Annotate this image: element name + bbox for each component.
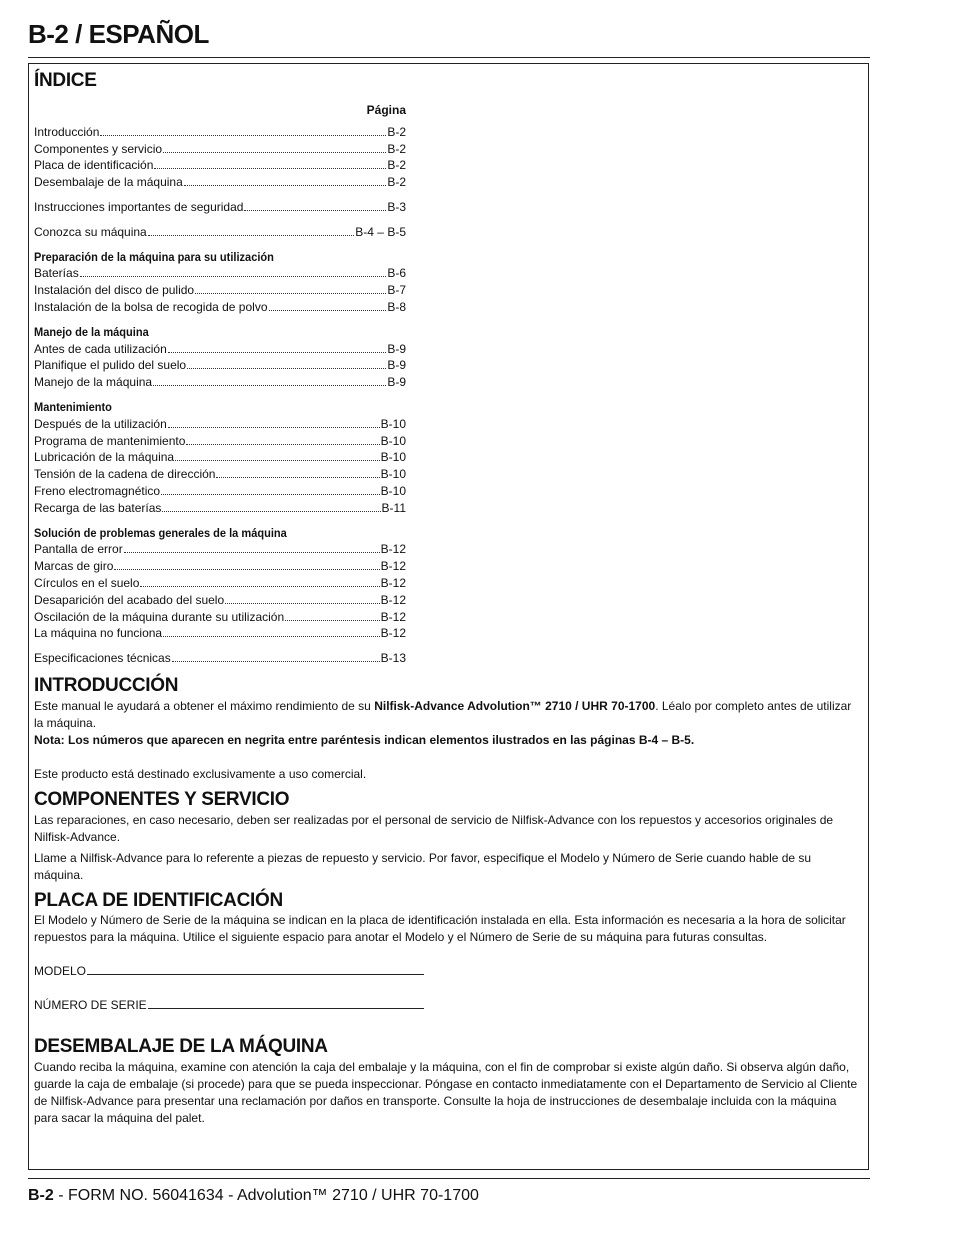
intro-paragraph <box>34 698 860 732</box>
toc-entry-page: B-3 <box>387 199 406 214</box>
components-paragraph-1: Las reparaciones, en caso necesario, deben ser realizadas por el personal de servicio de Nilfisk-Advance con los repuestos y accesorios originales de Nilfisk-Advance. <box>34 812 834 844</box>
intro-product-name: Nilfisk-Advance Advolution™ 2710 / UHR 70-1700 <box>374 698 656 713</box>
toc-entry[interactable] <box>34 174 406 191</box>
toc-group-title: Solución de problemas generales de la máquina <box>34 525 287 540</box>
model-field <box>34 963 424 980</box>
unpacking-paragraph: Cuando reciba la máquina, examine con atención la caja del embalaje y la máquina, con el fin de comprobar si existe algún daño. Si observa algún daño, guarde la caja de embalaje (si procede) para que se pueda inspeccionar. Póngase en contacto inmediatamente con el Departamento de Servicio al Cliente de Nilfisk-Advance para presentar una reclamación por daños en transporte. Consulte la hoja de instrucciones de desembalaje incluida con la máquina para sacar la máquina del palet. <box>34 1060 858 1126</box>
toc-entry-page: B-2 <box>387 175 406 190</box>
intro-heading: INTRODUCCIÓN <box>34 674 179 696</box>
toc-page-column-label: Página <box>366 102 406 117</box>
toc-entry-label: La máquina no funciona <box>34 626 163 641</box>
toc-entry-page: B-11 <box>381 500 406 515</box>
toc-dot-leader <box>187 368 386 369</box>
toc-entry-page: B-6 <box>387 266 406 281</box>
toc-entry-label: Desaparición del acabado del suelo <box>34 592 225 607</box>
toc-entry-page: B-2 <box>387 141 406 156</box>
toc-entry-label: Recarga de las baterías <box>34 500 162 515</box>
toc-entry[interactable] <box>34 650 406 667</box>
unpacking-heading: DESEMBALAJE DE LA MÁQUINA <box>34 1036 328 1058</box>
toc-dot-leader <box>148 235 355 236</box>
page-title: B-2 / ESPAÑOL <box>28 19 209 49</box>
toc-dot-leader <box>168 427 380 428</box>
toc-group <box>34 199 406 216</box>
toc-dot-leader <box>140 586 379 587</box>
toc-dot-leader <box>163 636 380 637</box>
toc-entry[interactable] <box>34 224 406 241</box>
toc-entry[interactable] <box>34 141 406 158</box>
toc-entry-page: B-10 <box>380 416 406 431</box>
toc-dot-leader <box>285 620 379 621</box>
page-footer <box>28 1187 479 1205</box>
toc-entry[interactable] <box>34 199 406 216</box>
toc-entry-label: Instalación del disco de pulido <box>34 283 195 298</box>
toc-entry-label: Conozca su máquina <box>34 224 147 239</box>
toc-entry-label: Círculos en el suelo <box>34 575 140 590</box>
toc-dot-leader <box>269 310 387 311</box>
serial-field <box>34 997 424 1014</box>
toc-dot-leader <box>184 185 387 186</box>
toc-entry[interactable] <box>34 341 406 358</box>
toc-entry-label: Freno electromagnético <box>34 483 161 498</box>
toc-dot-leader <box>186 444 379 445</box>
toc-dot-leader <box>114 569 379 570</box>
toc-entry-label: Manejo de la máquina <box>34 375 153 390</box>
toc-entry-label: Placa de identificación <box>34 158 154 173</box>
toc-dot-leader <box>162 511 380 512</box>
toc-entry-label: Programa de mantenimiento <box>34 433 186 448</box>
toc-entry-label: Baterías <box>34 266 79 281</box>
toc-entry-page: B-10 <box>380 450 406 465</box>
toc-entry-label: Después de la utilización <box>34 416 167 431</box>
toc-entry-page: B-12 <box>380 575 406 590</box>
toc-entry[interactable] <box>34 483 406 500</box>
toc-group <box>34 124 406 191</box>
toc-dot-leader <box>100 135 386 136</box>
toc-entry[interactable] <box>34 609 406 626</box>
toc-entry-page: B-12 <box>380 559 406 574</box>
toc-entry-page: B-12 <box>380 542 406 557</box>
toc-entry-page: B-2 <box>387 158 406 173</box>
toc-entry-label: Lubricación de la máquina <box>34 450 175 465</box>
toc-dot-leader <box>244 210 386 211</box>
serial-label: NÚMERO DE SERIE <box>34 998 147 1013</box>
toc-entry[interactable] <box>34 449 406 466</box>
toc-entry-page: B-2 <box>387 124 406 139</box>
toc-entry[interactable] <box>34 374 406 391</box>
toc-entry[interactable] <box>34 500 406 517</box>
toc-entry-label: Antes de cada utilización <box>34 341 167 356</box>
toc-group <box>34 224 406 241</box>
toc-entry-page: B-9 <box>387 358 406 373</box>
toc-group <box>34 249 406 316</box>
toc-dot-leader <box>225 603 380 604</box>
toc-entry-page: B-9 <box>387 341 406 356</box>
toc-entry-label: Componentes y servicio <box>34 141 163 156</box>
toc-group-title: Mantenimiento <box>34 399 112 414</box>
toc-entry-label: Instalación de la bolsa de recogida de polvo <box>34 299 268 314</box>
toc-group-title: Preparación de la máquina para su utilización <box>34 249 274 264</box>
intro-text-pre: Este manual le ayudará a obtener el máximo rendimiento de su <box>34 698 375 713</box>
toc-entry-page: B-8 <box>387 299 406 314</box>
model-blank-line <box>87 974 424 975</box>
toc-entry-label: Introducción <box>34 124 100 139</box>
footer-divider <box>28 1178 870 1179</box>
toc-entry-label: Marcas de giro <box>34 559 114 574</box>
toc-entry[interactable] <box>34 124 406 141</box>
toc-entry[interactable] <box>34 416 406 433</box>
toc-entry[interactable] <box>34 265 406 282</box>
toc-dot-leader <box>175 460 380 461</box>
toc-dot-leader <box>216 477 379 478</box>
toc-entry[interactable] <box>34 541 406 558</box>
toc-group-title: Manejo de la máquina <box>34 324 149 339</box>
toc-dot-leader <box>154 168 386 169</box>
toc-entry-label: Pantalla de error <box>34 542 123 557</box>
toc-group <box>34 525 406 643</box>
toc-dot-leader <box>172 661 380 662</box>
toc-entry[interactable] <box>34 157 406 174</box>
toc-entry[interactable] <box>34 625 406 642</box>
toc-entry-label: Planifique el pulido del suelo <box>34 358 187 373</box>
toc-dot-leader <box>153 385 386 386</box>
toc-dot-leader <box>195 293 386 294</box>
toc-dot-leader <box>80 276 387 277</box>
toc-entry-label: Desembalaje de la máquina <box>34 175 183 190</box>
toc-entry[interactable] <box>34 282 406 299</box>
toc-entry-page: B-12 <box>380 626 406 641</box>
model-label: MODELO <box>34 964 87 979</box>
toc-entry[interactable] <box>34 558 406 575</box>
toc-dot-leader <box>161 494 380 495</box>
serial-blank-line <box>148 1008 424 1009</box>
title-divider <box>28 57 870 58</box>
toc-entry[interactable] <box>34 592 406 609</box>
toc-dot-leader <box>163 152 386 153</box>
toc-entry-label: Oscilación de la máquina durante su utilización <box>34 609 285 624</box>
toc-entry[interactable] <box>34 575 406 592</box>
toc-entry-page: B-12 <box>380 609 406 624</box>
nameplate-paragraph: El Modelo y Número de Serie de la máquina se indican en la placa de identificación instalada en ella. Esta información es necesaria a la hora de solicitar repuestos para la máquina. Utilice el siguiente espacio para anotar el Modelo y el Número de Serie de su máquina para futuras consultas. <box>34 913 846 945</box>
intro-commercial-use: Este producto está destinado exclusivamente a uso comercial. <box>34 766 367 781</box>
footer-form-text: - FORM NO. 56041634 - Advolution™ 2710 / UHR 70-1700 <box>53 1187 479 1204</box>
content-body <box>34 70 860 1127</box>
table-of-contents <box>34 103 406 667</box>
toc-entry-page: B-13 <box>380 651 406 666</box>
components-heading: COMPONENTES Y SERVICIO <box>34 788 290 810</box>
toc-entry[interactable] <box>34 433 406 450</box>
intro-note: Nota: Los números que aparecen en negrita entre paréntesis indican elementos ilustrados en las páginas B-4 – B-5. <box>34 732 695 747</box>
toc-entry-page: B-7 <box>387 283 406 298</box>
nameplate-heading: PLACA DE IDENTIFICACIÓN <box>34 889 283 911</box>
toc-entry-page: B-10 <box>380 467 406 482</box>
toc-dot-leader <box>124 552 380 553</box>
toc-dot-leader <box>168 352 387 353</box>
toc-entry-page: B-10 <box>380 483 406 498</box>
toc-entry-label: Instrucciones importantes de seguridad <box>34 199 244 214</box>
intro-text-post: . Léalo por completo antes de utilizar la máquina. <box>34 698 852 730</box>
index-heading: ÍNDICE <box>34 70 97 91</box>
toc-entry-page: B-9 <box>387 375 406 390</box>
toc-entry[interactable] <box>34 299 406 316</box>
components-paragraph-2: Llame a Nilfisk-Advance para lo referente a piezas de repuesto y servicio. Por favor, especifique el Modelo y Número de Serie cuando hable de su máquina. <box>34 850 812 882</box>
toc-group <box>34 399 406 517</box>
toc-entry-page: B-10 <box>380 433 406 448</box>
toc-entry[interactable] <box>34 357 406 374</box>
toc-entry-page: B-4 – B-5 <box>355 224 406 239</box>
toc-group <box>34 650 406 667</box>
toc-entry-label: Tensión de la cadena de dirección <box>34 467 216 482</box>
toc-entry-page: B-12 <box>380 592 406 607</box>
toc-group <box>34 324 406 391</box>
footer-page-number: B-2 <box>28 1187 54 1204</box>
toc-entry[interactable] <box>34 466 406 483</box>
toc-entry-label: Especificaciones técnicas <box>34 651 171 666</box>
content-frame <box>28 63 869 1170</box>
